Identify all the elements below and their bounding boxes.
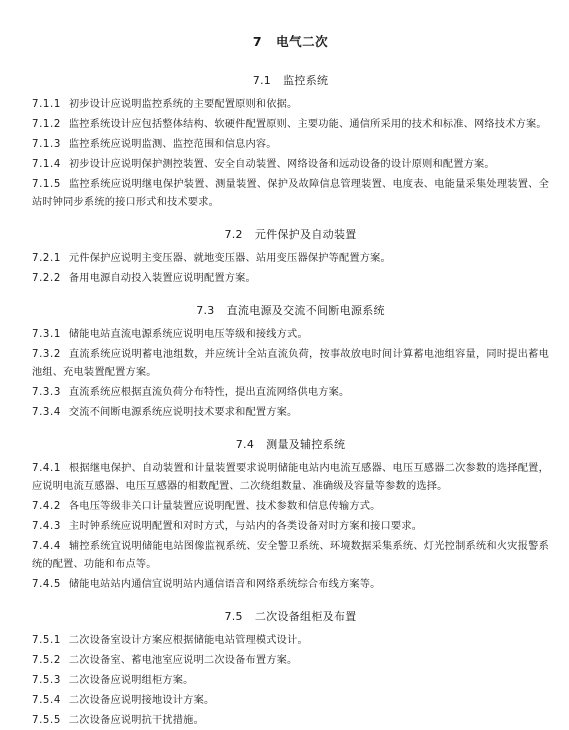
section-number: 7.1: [252, 74, 272, 87]
section-title: 直流电源及交流不间断电源系统: [226, 304, 385, 317]
clause-text: 初步设计应说明保护测控装置、安全自动装置、网络设备和远动设备的设计原则和配置方案。: [68, 159, 495, 170]
clause-text: 交流不间断电源系统应说明技术要求和配置方案。: [68, 407, 298, 418]
clause: [32, 384, 549, 402]
clause-text: 主时钟系统应说明配置和对时方式，与站内的各类设备对时方案和接口要求。: [68, 521, 423, 532]
clause-text: 辅控系统宜说明储能电站图像监视系统、安全警卫系统、环境数据采集系统、灯光控制系统和火灾报警系统的配置、功能和布点等。: [32, 541, 549, 570]
section: [32, 302, 549, 422]
clause: [32, 116, 549, 134]
clause-text: 二次设备室设计方案应根据储能电站管理模式设计。: [68, 635, 308, 646]
clause-text: 根据继电保护、自动装置和计量装置要求说明储能电站内电流互感器、电压互感器二次参数的选择配置，应说明电流互感器、电压互感器的相数配置、二次绕组数量、准确级及容量等参数的选择。: [32, 463, 549, 492]
section-title: 监控系统: [283, 74, 329, 87]
clause-number: 7.5.2: [32, 655, 61, 666]
clause: [32, 326, 549, 344]
clause: [32, 538, 549, 574]
clause-text: 二次设备室、蓄电池室应说明二次设备布置方案。: [68, 655, 298, 666]
section: [32, 436, 549, 594]
clause-number: 7.4.1: [32, 463, 61, 474]
section-title: 二次设备组柜及布置: [254, 610, 357, 623]
clause-number: 7.1.2: [32, 119, 61, 130]
clause-number: 7.5.4: [32, 695, 61, 706]
clause-text: 监控系统应说明继电保护装置、测量装置、保护及故障信息管理装置、电度表、电能量采集处理装置、全站时钟同步系统的接口形式和技术要求。: [32, 179, 549, 208]
clause-number: 7.2.1: [32, 253, 61, 264]
clause: [32, 518, 549, 536]
clause-text: 二次设备应说明组柜方案。: [68, 675, 194, 686]
chapter-number: 7: [252, 34, 263, 49]
clause-number: 7.1.5: [32, 179, 61, 190]
clause: [32, 672, 549, 690]
section: [32, 608, 549, 730]
clause-number: 7.3.4: [32, 407, 61, 418]
clause-number: 7.1.4: [32, 159, 61, 170]
section: [32, 72, 549, 212]
clause-text: 储能电站站内通信宜说明站内通信语音和网络系统综合布线方案等。: [68, 579, 381, 590]
section-heading: [32, 608, 549, 624]
chapter-heading: [32, 32, 549, 50]
clause: [32, 270, 549, 288]
section-heading: [32, 226, 549, 242]
clause-number: 7.3.2: [32, 349, 61, 360]
clause-number: 7.4.2: [32, 501, 61, 512]
section-title: 元件保护及自动装置: [254, 228, 357, 241]
clause: [32, 460, 549, 496]
clause-text: 初步设计应说明监控系统的主要配置原则和依据。: [68, 99, 298, 110]
clause-text: 直流系统应说明蓄电池组数，并应统计全站直流负荷，按事故放电时间计算蓄电池组容量，同时提出蓄电池组、充电装置配置方案。: [32, 349, 549, 378]
section-number: 7.5: [224, 610, 243, 623]
clause: [32, 176, 549, 212]
section-title: 测量及辅控系统: [266, 438, 346, 451]
chapter-title: 电气二次: [276, 34, 329, 49]
clause: [32, 346, 549, 382]
clause-number: 7.1.3: [32, 139, 61, 150]
section-heading: [32, 302, 549, 318]
clause: [32, 250, 549, 268]
clause-text: 各电压等级非关口计量装置应说明配置、技术参数和信息传输方式。: [68, 501, 381, 512]
clause-number: 7.4.5: [32, 579, 61, 590]
clause: [32, 498, 549, 516]
clause: [32, 404, 549, 422]
section-heading: [32, 72, 549, 88]
clause-number: 7.4.3: [32, 521, 61, 532]
clause: [32, 576, 549, 594]
section: [32, 226, 549, 288]
section-number: 7.4: [235, 438, 255, 451]
clause-number: 7.3.1: [32, 329, 61, 340]
clause-text: 监控系统设计应包括整体结构、软硬件配置原则、主要功能、通信所采用的技术和标准、网络技术方案。: [68, 119, 547, 130]
clause-number: 7.5.1: [32, 635, 61, 646]
clause-number: 7.5.3: [32, 675, 61, 686]
clause: [32, 652, 549, 670]
clause: [32, 96, 549, 114]
clause-text: 储能电站直流电源系统应说明电压等级和接线方式。: [68, 329, 308, 340]
section-number: 7.2: [224, 228, 243, 241]
clause-text: 元件保护应说明主变压器、就地变压器、站用变压器保护等配置方案。: [68, 253, 391, 264]
clause: [32, 156, 549, 174]
clause-number: 7.3.3: [32, 387, 61, 398]
clause: [32, 632, 549, 650]
clause-number: 7.4.4: [32, 541, 61, 552]
section-number: 7.3: [196, 304, 215, 317]
clause: [32, 692, 549, 710]
clause: [32, 712, 549, 730]
clause-text: 备用电源自动投入装置应说明配置方案。: [68, 273, 256, 284]
clause-text: 监控系统应说明监测、监控范围和信息内容。: [68, 139, 277, 150]
clause-text: 直流系统应根据直流负荷分布特性，提出直流网络供电方案。: [68, 387, 350, 398]
clause-number: 7.1.1: [32, 99, 61, 110]
clause-text: 二次设备应说明抗干扰措施。: [68, 715, 204, 726]
clause-text: 二次设备应说明接地设计方案。: [68, 695, 215, 706]
sections-container: [32, 72, 549, 730]
clause-number: 7.5.5: [32, 715, 61, 726]
clause-number: 7.2.2: [32, 273, 61, 284]
section-heading: [32, 436, 549, 452]
clause: [32, 136, 549, 154]
